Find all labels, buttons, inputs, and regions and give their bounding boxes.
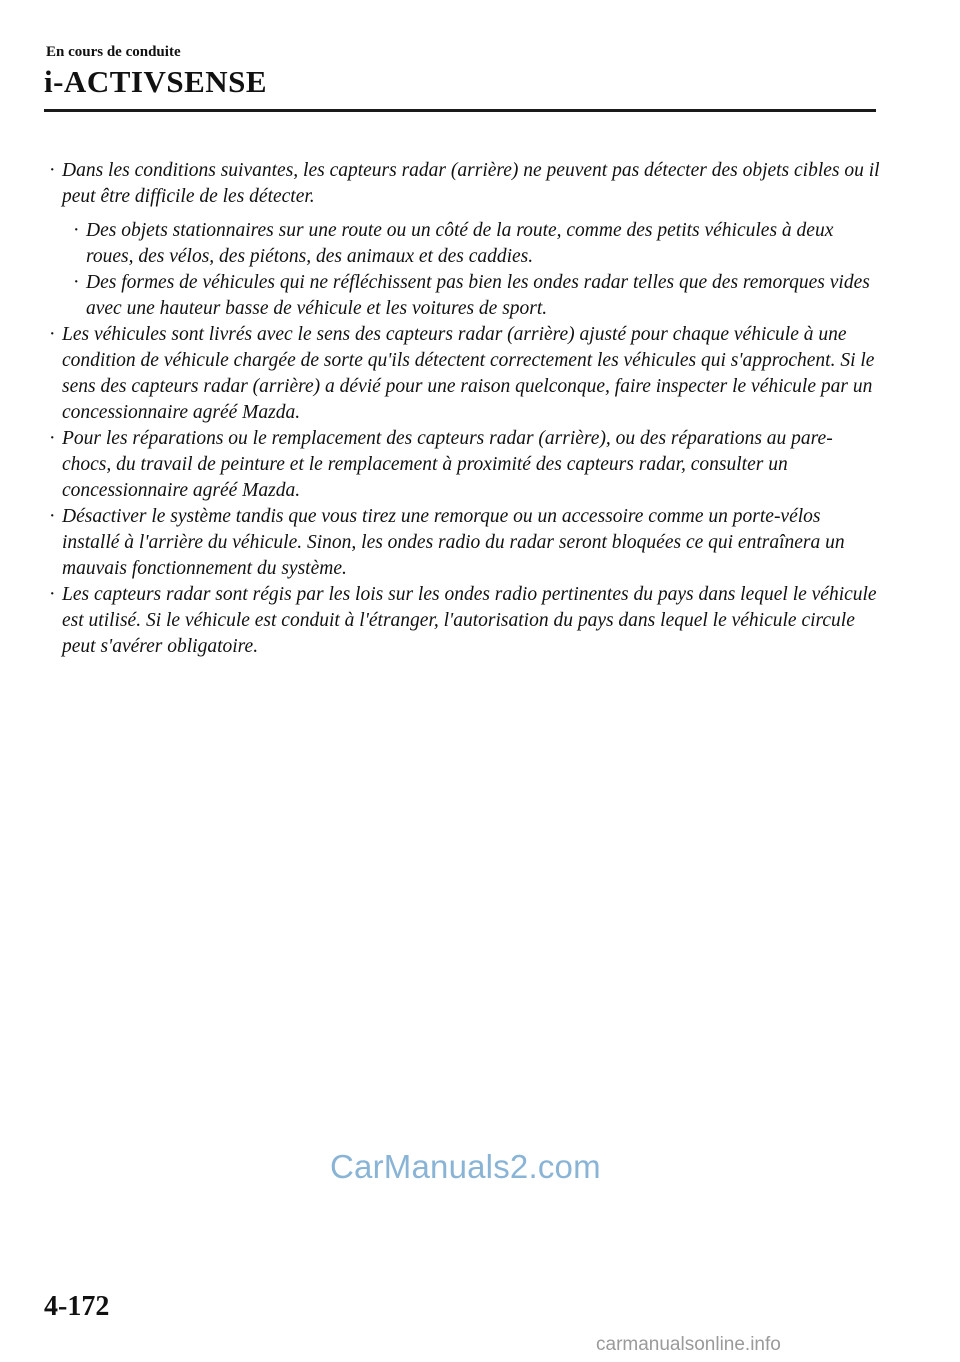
sub-bullet-text: Des objets stationnaires sur une route ou un côté de la route, comme des petits véhicules à deux roues, des vélos, des piétons, des animaux et des caddies. [86, 220, 834, 267]
title-divider [44, 109, 876, 112]
sub-bullet-dot: · [73, 272, 80, 293]
bullet-text: Pour les réparations ou le remplacement des capteurs radar (arrière), ou des réparations au pare-chocs, du travail de peinture et le remplacement à proximité des capteurs radar, consulter un concessionnaire agréé Mazda. [62, 428, 833, 501]
page-title: i-ACTIVSENSE [44, 64, 268, 99]
bullet-dot: · [49, 324, 56, 345]
bullet-dot: · [49, 506, 56, 527]
bullet-item [44, 158, 880, 210]
bullet-item [44, 322, 880, 426]
footer-site-watermark: carmanualsonline.info [596, 1334, 781, 1355]
bullet-item [44, 504, 880, 582]
sub-bullet-item [44, 270, 880, 322]
bullet-text: Dans les conditions suivantes, les capteurs radar (arrière) ne peuvent pas détecter des objets cibles ou il peut être difficile de les détecter. [62, 160, 880, 207]
sub-bullet-list [44, 218, 880, 322]
sub-bullet-text: Des formes de véhicules qui ne réfléchissent pas bien les ondes radar telles que des remorques vides avec une hauteur basse de véhicule et les voitures de sport. [86, 272, 870, 319]
bullet-text: Les capteurs radar sont régis par les lois sur les ondes radio pertinentes du pays dans lequel le véhicule est utilisé. Si le véhicule est conduit à l'étranger, l'autorisation du pays dans lequel le véhicule circule peut s'avérer obligatoire. [62, 584, 877, 657]
page-number: 4-172 [44, 1291, 110, 1322]
sub-bullet-item [44, 218, 880, 270]
section-label: En cours de conduite [46, 44, 181, 60]
bullet-item [44, 582, 880, 660]
bullet-dot: · [49, 160, 56, 181]
bullet-dot: · [49, 584, 56, 605]
bullet-item [44, 426, 880, 504]
watermark-text: CarManuals2.com [330, 1148, 601, 1185]
content-body [44, 158, 880, 660]
bullet-text: Les véhicules sont livrés avec le sens des capteurs radar (arrière) ajusté pour chaque véhicule à une condition de véhicule chargée de sorte qu'ils détectent correctement les véhicules qui s'approchent. Si le sens des capteurs radar (arrière) a dévié pour une raison quelconque, faire inspecter le véhicule par un concessionnaire agréé Mazda. [62, 324, 875, 423]
sub-bullet-dot: · [73, 220, 80, 241]
bullet-text: Désactiver le système tandis que vous tirez une remorque ou un accessoire comme un porte-vélos installé à l'arrière du véhicule. Sinon, les ondes radio du radar seront bloquées ce qui entraînera un mauvais fonctionnement du système. [62, 506, 845, 579]
bullet-dot: · [49, 428, 56, 449]
